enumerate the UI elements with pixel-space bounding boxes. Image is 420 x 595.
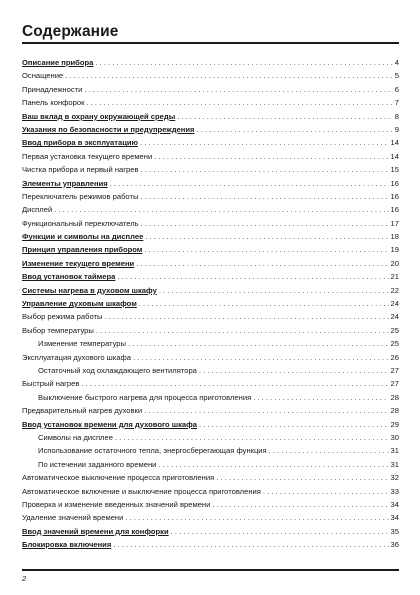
table-of-contents bbox=[22, 56, 399, 551]
toc-entry[interactable] bbox=[22, 136, 399, 149]
page-title: Содержание bbox=[22, 23, 119, 40]
toc-entry[interactable] bbox=[22, 56, 399, 69]
toc-entry-title: Дисплей bbox=[22, 205, 53, 215]
toc-leader-dots bbox=[54, 203, 388, 216]
toc-leader-dots bbox=[136, 257, 388, 270]
toc-entry[interactable] bbox=[22, 297, 399, 310]
toc-leader-dots bbox=[141, 217, 389, 230]
toc-entry[interactable] bbox=[22, 458, 399, 471]
toc-entry[interactable] bbox=[22, 123, 399, 136]
toc-leader-dots bbox=[117, 270, 388, 283]
toc-entry[interactable] bbox=[22, 83, 399, 96]
toc-entry[interactable] bbox=[22, 310, 399, 323]
toc-entry-title: Использование остаточного тепла, энергосберегающая функция bbox=[38, 446, 267, 456]
toc-leader-dots bbox=[104, 310, 388, 323]
toc-entry-title: Принцип управления прибором bbox=[22, 245, 143, 255]
toc-entry-title: Выключение быстрого нагрева для процесса приготовления bbox=[38, 392, 252, 402]
toc-entry-page: 20 bbox=[390, 258, 399, 268]
toc-entry-title: Автоматическое включение и выключение процесса приготовления bbox=[22, 486, 261, 496]
toc-entry[interactable] bbox=[22, 190, 399, 203]
toc-entry-page: 8 bbox=[394, 111, 399, 121]
toc-entry-title: Чистка прибора и первый нагрев bbox=[22, 165, 139, 175]
toc-leader-dots bbox=[84, 83, 392, 96]
page-number: 2 bbox=[22, 574, 27, 583]
toc-entry-page: 19 bbox=[390, 245, 399, 255]
toc-entry[interactable] bbox=[22, 203, 399, 216]
toc-entry[interactable] bbox=[22, 471, 399, 484]
toc-entry-title: Панель конфорок bbox=[22, 98, 85, 108]
toc-entry[interactable] bbox=[22, 110, 399, 123]
toc-leader-dots bbox=[154, 150, 388, 163]
toc-entry-page: 28 bbox=[390, 392, 399, 402]
toc-leader-dots bbox=[212, 498, 388, 511]
toc-entry[interactable] bbox=[22, 337, 399, 350]
toc-entry-title: Функциональный переключатель bbox=[22, 218, 139, 228]
toc-entry[interactable] bbox=[22, 177, 399, 190]
toc-entry-title: Предварительный нагрев духовки bbox=[22, 406, 143, 416]
toc-leader-dots bbox=[86, 96, 392, 109]
toc-entry[interactable] bbox=[22, 150, 399, 163]
toc-entry-title: Ввод установок времени для духового шкафа bbox=[22, 419, 198, 429]
toc-entry[interactable] bbox=[22, 525, 399, 538]
toc-entry-page: 32 bbox=[390, 473, 399, 483]
toc-leader-dots bbox=[171, 525, 389, 538]
toc-entry-title: Эксплуатация духового шкафа bbox=[22, 352, 131, 362]
toc-entry[interactable] bbox=[22, 377, 399, 390]
toc-leader-dots bbox=[65, 69, 393, 82]
toc-entry-page: 9 bbox=[394, 124, 399, 134]
toc-entry-title: Быстрый нагрев bbox=[22, 379, 80, 389]
toc-entry-page: 28 bbox=[390, 406, 399, 416]
toc-entry[interactable] bbox=[22, 217, 399, 230]
toc-entry-page: 33 bbox=[390, 486, 399, 496]
toc-entry-title: Указания по безопасности и предупреждения bbox=[22, 124, 195, 134]
toc-entry-title: Автоматическое выключение процесса приготовления bbox=[22, 473, 215, 483]
toc-entry[interactable] bbox=[22, 243, 399, 256]
title-rule bbox=[22, 42, 399, 44]
toc-entry-page: 14 bbox=[390, 138, 399, 148]
toc-leader-dots bbox=[196, 123, 392, 136]
toc-leader-dots bbox=[141, 163, 389, 176]
toc-entry-title: Элементы управления bbox=[22, 178, 108, 188]
toc-entry-page: 16 bbox=[390, 205, 399, 215]
toc-entry[interactable] bbox=[22, 324, 399, 337]
toc-entry-page: 16 bbox=[390, 178, 399, 188]
toc-leader-dots bbox=[95, 56, 392, 69]
toc-entry-title: Выбор режима работы bbox=[22, 312, 103, 322]
toc-entry-title: Изменение температуры bbox=[38, 339, 126, 349]
toc-entry[interactable] bbox=[22, 69, 399, 82]
toc-entry[interactable] bbox=[22, 431, 399, 444]
toc-entry-page: 25 bbox=[390, 339, 399, 349]
toc-leader-dots bbox=[110, 177, 389, 190]
toc-leader-dots bbox=[199, 364, 389, 377]
toc-entry-page: 24 bbox=[390, 312, 399, 322]
toc-leader-dots bbox=[199, 418, 389, 431]
toc-entry-page: 16 bbox=[390, 191, 399, 201]
toc-entry-page: 34 bbox=[390, 499, 399, 509]
toc-leader-dots bbox=[158, 458, 388, 471]
toc-entry[interactable] bbox=[22, 498, 399, 511]
toc-entry-page: 31 bbox=[390, 446, 399, 456]
toc-entry-page: 5 bbox=[394, 71, 399, 81]
toc-entry[interactable] bbox=[22, 485, 399, 498]
toc-entry-page: 14 bbox=[390, 151, 399, 161]
toc-entry-title: Функции и символы на дисплее bbox=[22, 232, 144, 242]
toc-leader-dots bbox=[144, 243, 388, 256]
toc-entry-page: 26 bbox=[390, 352, 399, 362]
toc-entry-page: 18 bbox=[390, 232, 399, 242]
toc-leader-dots bbox=[115, 431, 389, 444]
toc-entry[interactable] bbox=[22, 538, 399, 551]
toc-entry-page: 21 bbox=[390, 272, 399, 282]
toc-entry-page: 29 bbox=[390, 419, 399, 429]
toc-entry-title: Ввод установок таймера bbox=[22, 272, 116, 282]
toc-leader-dots bbox=[140, 190, 388, 203]
toc-entry-page: 17 bbox=[390, 218, 399, 228]
toc-entry[interactable] bbox=[22, 163, 399, 176]
toc-entry-page: 7 bbox=[394, 98, 399, 108]
toc-entry-title: Системы нагрева в духовом шкафу bbox=[22, 285, 157, 295]
toc-entry-title: Переключатель режимов работы bbox=[22, 191, 139, 201]
toc-entry-title: Ввод прибора в эксплуатацию bbox=[22, 138, 139, 148]
toc-entry-title: Выбор температуры bbox=[22, 325, 94, 335]
toc-entry[interactable] bbox=[22, 444, 399, 457]
toc-entry-title: Ввод значений времени для конфорки bbox=[22, 526, 169, 536]
toc-leader-dots bbox=[125, 511, 388, 524]
toc-entry-title: Первая установка текущего времени bbox=[22, 151, 153, 161]
toc-entry-title: Символы на дисплее bbox=[38, 432, 113, 442]
toc-entry-page: 6 bbox=[394, 84, 399, 94]
toc-entry[interactable] bbox=[22, 364, 399, 377]
toc-leader-dots bbox=[269, 444, 389, 457]
toc-entry-page: 34 bbox=[390, 513, 399, 523]
toc-leader-dots bbox=[96, 324, 389, 337]
toc-entry-page: 36 bbox=[390, 540, 399, 550]
toc-entry[interactable] bbox=[22, 511, 399, 524]
toc-entry[interactable] bbox=[22, 284, 399, 297]
toc-entry-page: 24 bbox=[390, 299, 399, 309]
toc-entry-title: Проверка и изменение введенных значений времени bbox=[22, 499, 211, 509]
toc-leader-dots bbox=[113, 538, 388, 551]
toc-entry-title: Удаление значений времени bbox=[22, 513, 124, 523]
toc-entry-page: 30 bbox=[390, 432, 399, 442]
toc-entry[interactable] bbox=[22, 418, 399, 431]
toc-entry-title: Оснащение bbox=[22, 71, 64, 81]
toc-entry[interactable] bbox=[22, 391, 399, 404]
toc-entry[interactable] bbox=[22, 351, 399, 364]
toc-entry-title: Описание прибора bbox=[22, 58, 94, 67]
footer-rule bbox=[22, 569, 399, 571]
toc-entry-title: Управление духовым шкафом bbox=[22, 299, 137, 309]
toc-leader-dots bbox=[81, 377, 388, 390]
toc-entry-title: Остаточный ход охлаждающего вентилятора bbox=[38, 365, 197, 375]
toc-leader-dots bbox=[216, 471, 388, 484]
toc-leader-dots bbox=[177, 110, 393, 123]
toc-entry-title: По истечении заданного времени bbox=[38, 459, 157, 469]
toc-entry-page: 35 bbox=[390, 526, 399, 536]
toc-leader-dots bbox=[253, 391, 388, 404]
toc-entry-page: 22 bbox=[390, 285, 399, 295]
toc-entry-page: 27 bbox=[390, 365, 399, 375]
toc-entry-title: Блокировка включения bbox=[22, 540, 112, 550]
toc-entry-page: 4 bbox=[394, 58, 399, 67]
toc-entry-page: 31 bbox=[390, 459, 399, 469]
toc-entry[interactable] bbox=[22, 404, 399, 417]
toc-leader-dots bbox=[139, 297, 389, 310]
toc-leader-dots bbox=[263, 485, 389, 498]
toc-entry-title: Изменение текущего времени bbox=[22, 258, 135, 268]
toc-entry-title: Ваш вклад в охрану окружающей среды bbox=[22, 111, 176, 121]
toc-entry[interactable] bbox=[22, 257, 399, 270]
toc-entry[interactable] bbox=[22, 270, 399, 283]
toc-entry-page: 27 bbox=[390, 379, 399, 389]
toc-leader-dots bbox=[128, 337, 389, 350]
toc-leader-dots bbox=[133, 351, 389, 364]
toc-leader-dots bbox=[140, 136, 389, 149]
toc-leader-dots bbox=[159, 284, 389, 297]
toc-leader-dots bbox=[145, 230, 388, 243]
toc-entry-title: Принадлежности bbox=[22, 84, 83, 94]
toc-leader-dots bbox=[144, 404, 388, 417]
toc-entry[interactable] bbox=[22, 230, 399, 243]
toc-entry-page: 25 bbox=[390, 325, 399, 335]
toc-entry[interactable] bbox=[22, 96, 399, 109]
toc-entry-page: 15 bbox=[390, 165, 399, 175]
